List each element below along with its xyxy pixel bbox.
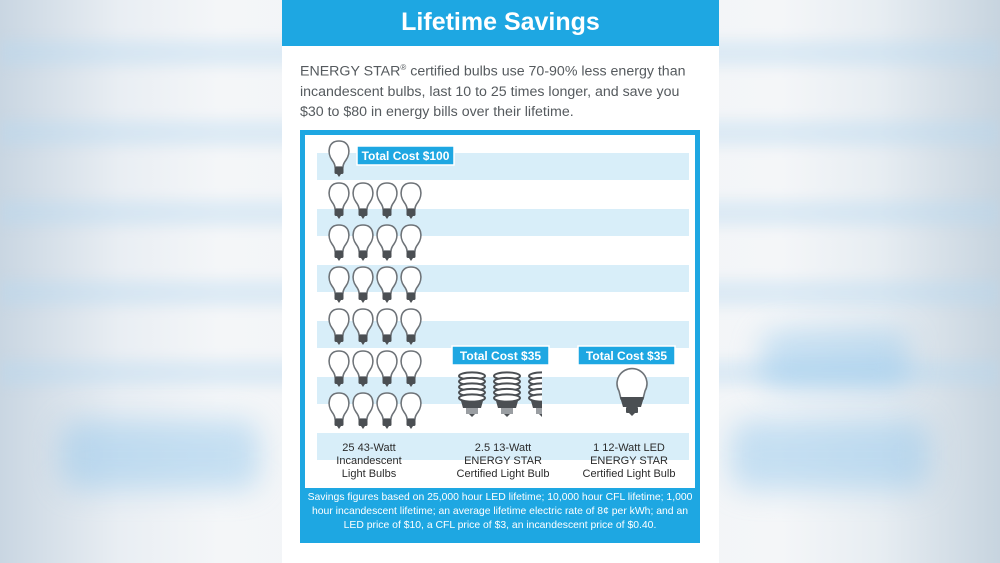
total-cost-text: Total Cost $35 bbox=[585, 349, 668, 363]
incandescent-bulb-icon bbox=[401, 393, 421, 429]
column-caption: Certified Light Bulb bbox=[582, 468, 676, 480]
footnote: Savings figures based on 25,000 hour LED lifetime; 10,000 hour CFL lifetime; 1,000 hour incandescent lifetime; an average lifetime electric rate of 8¢ per kWh; and an LED price of $10, a CFL price of $3, an incandescent price of $0.40. bbox=[307, 492, 693, 531]
incandescent-bulb-icon bbox=[377, 267, 397, 303]
chart-area bbox=[305, 135, 695, 488]
column-caption: 1 12-Watt LED bbox=[593, 442, 665, 454]
incandescent-column bbox=[329, 141, 454, 480]
column-caption: Certified Light Bulb bbox=[456, 468, 550, 480]
column-caption: ENERGY STAR bbox=[590, 455, 668, 467]
incandescent-bulb-icon bbox=[329, 225, 349, 261]
column-caption: Incandescent bbox=[336, 455, 402, 467]
total-cost-label bbox=[578, 346, 675, 365]
incandescent-bulb-icon bbox=[401, 267, 421, 303]
intro-text-part2: certified bulbs use 70-90% less energy than incandescent bulbs, last 10 to 25 times longer, and save you $30 to $80 in energy bills over their lifetime. bbox=[300, 63, 686, 120]
intro-text bbox=[300, 58, 700, 122]
infographic-card bbox=[282, 0, 719, 563]
total-cost-text: Total Cost $100 bbox=[361, 149, 450, 163]
led-bulb-icon bbox=[617, 369, 647, 416]
total-cost-text: Total Cost $35 bbox=[459, 349, 542, 363]
led-column bbox=[578, 346, 675, 480]
total-cost-label bbox=[357, 146, 454, 165]
stripe bbox=[317, 321, 689, 348]
incandescent-bulb-icon bbox=[353, 393, 373, 429]
bulb-comparison-chart bbox=[305, 135, 695, 488]
incandescent-bulb-icon bbox=[377, 393, 397, 429]
column-caption: 2.5 13-Watt bbox=[474, 442, 532, 454]
registered-mark: ® bbox=[400, 63, 407, 72]
incandescent-bulb-icon bbox=[401, 225, 421, 261]
cfl-bulb-icon bbox=[494, 372, 520, 417]
intro-text-part1: ENERGY STAR bbox=[300, 63, 401, 80]
chart-frame bbox=[300, 130, 700, 543]
column-caption: 25 43-Watt bbox=[342, 442, 396, 454]
column-caption: Light Bulbs bbox=[341, 468, 397, 480]
incandescent-bulb-icon bbox=[329, 393, 349, 429]
incandescent-bulb-icon bbox=[353, 225, 373, 261]
incandescent-bulb-icon bbox=[353, 267, 373, 303]
total-cost-label bbox=[452, 346, 549, 365]
incandescent-bulb-icon bbox=[377, 225, 397, 261]
cfl-bulb-icon bbox=[459, 372, 485, 417]
cfl-column bbox=[452, 346, 555, 480]
incandescent-bulb-icon bbox=[329, 267, 349, 303]
column-caption: ENERGY STAR bbox=[464, 455, 542, 467]
page-title: Lifetime Savings bbox=[282, 0, 719, 46]
